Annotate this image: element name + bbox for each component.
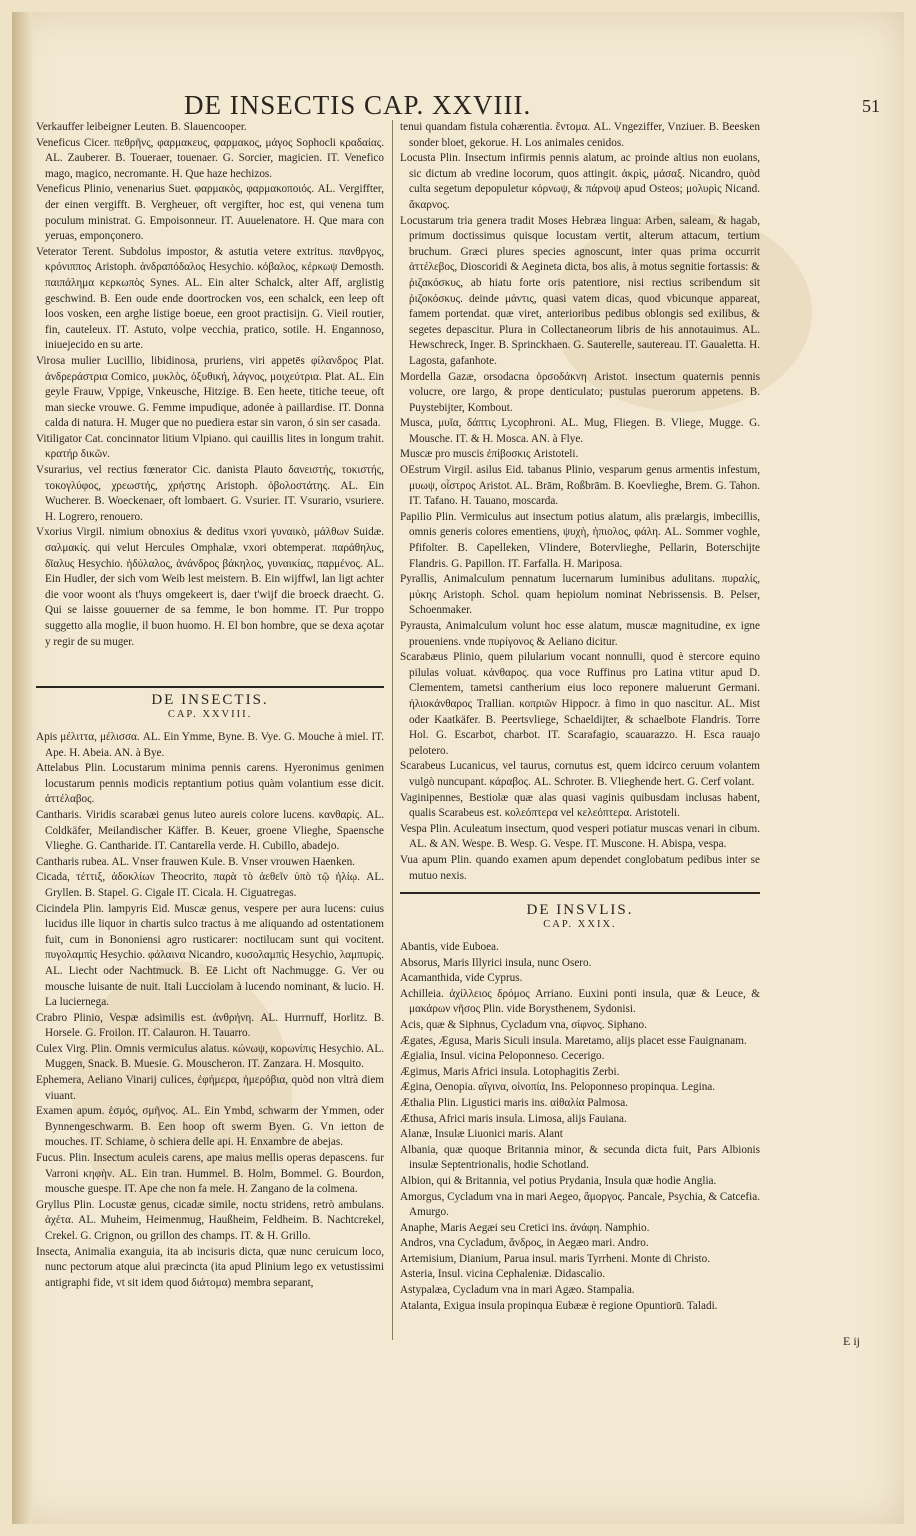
dictionary-entry: Fucus. Plin. Insectum aculeis carens, ape maius mellis operas depascens. fur Varroni κηφὴν. AL. Ein tran. Hummel. B. Holm, Bommel. G. Bourdon, mousche guespe. IT. Ape che non fa mele. H. Zangano de la colmena. [36, 1152, 384, 1196]
dictionary-entry: Veneficus Cicer. πεθρῆνς, φαρμακευς, φαρμακος, μάγος Sophocli κραδαίας. AL. Zauberer. B. Touerаer, touenaer. G. Sorcier, magicien. IT. Venefico mago, magico, necromante. H. Que haze hechizos. [36, 136, 384, 180]
dictionary-entry: OEstrum Virgil. asilus Eid. tabanus Plinio, vesparum genus armentis infestum, μυωψ, οἶστρος Aristot. AL. Brām, Roßbrām. B. Koevlieghe, Brem. G. Tahon. IT. Tafano. H. Tauano, moscarda. [400, 464, 760, 508]
dictionary-entry: Andros, vna Cycladum, ἄνδρος, in Aegæo mari. Andro. [400, 1237, 649, 1250]
dictionary-entry: Crabro Plinio, Vespæ adsimilis est. ἀνθρήνη. AL. Hurrnuff, Horlitz. B. Horsele. G. Froilon. IT. Calauron. H. Tauarro. [36, 1011, 384, 1040]
dictionary-entry: Vespa Plin. Aculeatum insectum, quod vesperi potiatur muscas venari in cibum. AL. & AN. Wespe. B. Wesp. G. Vespe. IT. Muscone. H. Abispa, vespa. [400, 822, 760, 851]
dictionary-entry: Attelabus Plin. Locustarum minima pennis carens. Hyeronimus genimen locustarum pennis modicis reptantium potius quàm volantium esse dicit. ἀττέλαβος. [36, 762, 384, 806]
dictionary-entry: Ephemera, Aeliano Vinarij culices, ἐφήμερα, ἡμερόβια, quòd non vltrà diem viuant. [36, 1074, 384, 1102]
dictionary-entry: Albania, quæ quoque Britannia minor, & secunda dicta fuit, Pars Albionis insulæ Septentrionalis, hodie Schotland. [400, 1143, 760, 1172]
dictionary-entry: Pyrausta, Animalculum volunt hoc esse alatum, muscæ magnitudine, ex igne proueniens. vnde πυρίγονος & Aeliano dicitur. [400, 620, 760, 648]
dictionary-entry: Achilleia. ἀχίλλειος δρόμος Arriano. Euxini ponti insula, quæ & Leuce, & μακάρων νῆσος Plin. vide Borysthenem, Sydonisi. [400, 987, 760, 1016]
dictionary-entry: Artemisium, Dianium, Parua insul. maris Tyrrheni. Monte di Christo. [400, 1252, 711, 1265]
dictionary-entry: Acamanthida, vide Cyprus. [400, 972, 523, 985]
dictionary-entry: Scarabæus Plinio, quem pilularium vocant nonnulli, quod è stercore equino pilulas voluat. κάνθαρος. qua voce Ruffinus pro Latina vtitur apud D. Clementem, tametsi cantherium eius loco reponere maluerunt Germani. ἠλιοκάνθαρος Trallian. κοπριῶν Hippocr. à fimo in quo nascitur. AL. Mist oder Kaatkäfer. B. Peertsvliege, Schaeldijter, & schaelbote Flandris. Torre Hol. G. Escarbot, charbot. IT. Scarafagio, scauarazzo. H. Esca rauajo pelotero. [400, 651, 760, 757]
dictionary-entry: Virosa mulier Lucillio, libidinosa, pruriens, viri appetēs φίλανδρος Plat. ἀνδρεράστρια Comico, μυκλὸς, ὀξυθική, λάγνος, μοιχεύτρια. Plat. AL. Ein geyle Frauw, Vppige, Vnkeusche, Hitzige. B. Een heete, titiche teeue, oft man siecke vrouwe. G. Femme impudique, adonée à paillardise. IT. Donna calda di natura. H. Muger que no puediera estar sin varon, ó sin ser casada. [36, 354, 384, 430]
dictionary-entry: Gryllus Plin. Locustæ genus, cicadæ simile, noctu stridens, retrò ambulans. ἀχέτα. AL. Muheim, Heimenmug, Haußheim, Feldheim. B. Nachtcrekel, Crekel. G. Crignon, ou grillon des champs. IT. & H. Grillo. [36, 1198, 384, 1242]
dictionary-entry: Mordella Gazæ, orsodacna ὀρσοδάκνη Aristot. insectum quaternis pennis volucre, ore largo, & prope denticulato; pustulas puerorum appetens. B. Puystebijter, Kombout. [400, 370, 760, 414]
dictionary-entry: Æthalia Plin. Ligustici maris ins. αἰθαλία Palmosa. [400, 1096, 628, 1109]
dictionary-entry: Verkauffer leibeigner Leuten. B. Slauencooper. [36, 121, 247, 133]
dictionary-entry: Vaginipennes, Bestiolæ quæ alas quasi vaginis quibusdam inclusas habent, qualis Scarabeus est. κολεόπτερα vel κελεόπτερα. Aristoteli. [400, 791, 760, 820]
dictionary-entry: Examen apum. ἑσμός, σμῆνος. AL. Ein Ymbd, schwarm der Ymmen, oder Bynnengeschwarm. B. Een hoop oft swerm Byen. G. Vn ietton de mouches. IT. Schiame, ò schiera delle api. H. Enxambre de abejas. [36, 1105, 384, 1149]
dictionary-entry: Insecta, Animalia exanguia, ita ab incisuris dicta, quæ nunc ceruicum loco, nunc pectorum atque alui præcincta (ita apud Plinium lego ex vetustissimi antigraphi fide, vt sit idem quod διάτομα) membra separant, [36, 1245, 384, 1289]
dictionary-entry: Culex Virg. Plin. Omnis vermiculus alatus. κώνωψ, κορωνίπις Hesychio. AL. Muggen, Snack. B. Muesie. G. Mouscheron. IT. Zanzara. H. Mosquito. [36, 1042, 384, 1071]
dictionary-entry: Musca, μυῖα, δάπτις Lycophroni. AL. Mug, Fliegen. B. Vliege, Mugge. G. Mousche. IT. & H. Mosca. AN. à Flye. [400, 417, 760, 445]
dictionary-entry: Alanæ, Insulæ Liuonici maris. Alant [400, 1128, 563, 1141]
book-page [12, 12, 904, 1524]
dictionary-entry: Papilio Plin. Vermiculus aut insectum potius alatum, alis prælargis, imbecillis, omnis generis colores ementiens, ψυχὴ, ἠπιολος, φάλη. AL. Sommer voghle, Pfifolter. B. Capelleken, Vlindere, Botervlieghe, Pellarin, Boterschijte Flandris. G. Papillon. IT. Farfalla. H. Mariposa. [400, 510, 760, 570]
dictionary-entry: Vitiligator Cat. concinnator litium Vlpiano. qui cauillis lites in longum trahit. κρατήρ δικῶν. [36, 432, 384, 461]
binding-gutter [12, 12, 32, 1524]
dictionary-entry: Atalanta, Exigua insula propinqua Eubææ è regione Opuntiorū. Taladi. [400, 1299, 718, 1312]
dictionary-entry: Cantharis rubea. AL. Vnser frauwen Kule. B. Vnser vrouwen Haenken. [36, 855, 355, 868]
dictionary-entry: Cicada, τέττιξ, ἀδοκλίων Theocrito, παρὰ τὸ ἀεθεῖν ὑπὸ τῷ ἡλίῳ. AL. Gryllen. B. Stapel. G. Cigale IT. Cicala. H. Ciguatregas. [36, 871, 384, 899]
dictionary-entry: Veneficus Plinio, venenarius Suet. φαρμακὸς, φαρμακοποιός. AL. Vergiffter, der einen vergifft. B. Vergheuer, oft vergifter, hoc est, qui venena tum poculum ministrat. G. Empoisonneur. IT. Auuelenatore. H. Que mara con yeruas, emponçonero. [36, 183, 384, 243]
dictionary-entry: Amorgus, Cycladum vna in mari Aegeo, ἄμοργος. Pancale, Psychia, & Catcefia. Amurgo. [400, 1190, 760, 1219]
dictionary-entry: Cicindela Plin. lampyris Eid. Muscæ genus, vespere per aura lucens: cuius lucidus ille liquor in chartis sulco tractus à me aliquando ad ostentationem fuit, cum in Bononiensi agro rusticarer: noctilucam sunt qui vocitent. πυγολαμπὶς Hesychio. φάλαινα Nicandro, κυσολαμπὶς Hesychio, λαμπυρίς. AL. Liecht oder Nachtmuck. B. Eē Licht oft Nachmugge. G. Ver ou mousche luisante de nuit. Itali Lucciolam à lucendo nominant, & lucio. H. La luciernega. [36, 902, 384, 1009]
insulis-section-heading [406, 902, 754, 930]
right-column [400, 120, 760, 884]
page-header [12, 90, 904, 120]
dictionary-entry: Abantis, vide Euboea. [400, 941, 499, 953]
chapter-label: CAP. XXIX. [543, 919, 617, 930]
running-title: DE INSECTIS CAP. XXVIII. [184, 90, 532, 120]
dictionary-entry: Ægates, Ægusa, Maris Siculi insula. Maretamo, alijs placet esse Fauignanam. [400, 1034, 747, 1047]
dictionary-entry: Locustarum tria genera tradit Moses Hebræa lingua: Arben, saleam, & hagab, primum doctissimus quisque locustam vertit, alterum attacum, tertium bruchum. Græci plures species agnoscunt, inter quas prima occurrit ἀττέλεβος, Dioscoridi & Aegineta dicta, bos alis, à motus segnitie fortassis: & ῥιζακόσκυς, ab hiatu forte oris patentiore, nisi rectius scribendum sit ῥιζοκόσκυς. deinde μάντις, quasi vatem dicas, quod vbicunque appareat, famem portendat. quæ viret, anterioribus pedibus oblongis sed exilibus, & segetes depascitur. Plura in Collectaneorum libris de his annotauimus. AL. Hewschreck, Inger. B. Sprinckhaen. G. Sauterelle, sautereau. IT. Gaualetta. H. Lagosta, gafanhote. [400, 214, 760, 367]
section-divider [400, 892, 760, 894]
page-number: 51 [862, 96, 880, 116]
dictionary-entry: Veterator Terent. Subdolus impostor, & astutia vetere extritus. πανθργος, κρόνιππος Aristoph. ἀνδραπόδαλος Hesychio. κόβαλος, κέρκωψ Demosth. παιπάλημα κερκωπὸς Synes. AL. Ein alter Schalck, alter Aff, arglistig geschwind. B. Een oude ende doortrocken vos, een schalck, een leep oft loos vosken, een arghe listige boeue, een groot practisijn. G. Vieil routier, fin, cauteleux. IT. Astuto, volpe vecchia, pratico, sotile. H. Engannoso, iniuejecido en su arte. [36, 245, 384, 352]
insects-entries [36, 730, 384, 1291]
dictionary-entry: Æthusa, Africi maris insula. Limosa, alijs Fauiana. [400, 1112, 627, 1125]
dictionary-entry: tenui quandam fistula cohærentia. ἔντομα. AL. Vngeziffer, Vnziuer. B. Beesken sonder bloet, gekorue. H. Los animales cenidos. [400, 121, 760, 149]
dictionary-entry: Anaphe, Maris Aegæi seu Cretici ins. ἀνάφη. Namphio. [400, 1221, 650, 1234]
dictionary-entry: Muscæ pro muscis ἐπίβοσκις Aristoteli. [400, 448, 579, 461]
dictionary-entry: Apis μέλιττα, μέλισσα. AL. Ein Ymme, Byne. B. Vye. G. Mouche à miel. IT. Ape. H. Abeia. AN. à Bye. [36, 731, 384, 759]
section-title: DE INSVLIS. [526, 902, 634, 918]
dictionary-entry: Scarabeus Lucanicus, vel taurus, cornutus est, quem idcirco ceruum volantem vulgò nuncupant. κάραβος. AL. Schroter. B. Vlieghende hert. G. Cerf volant. [400, 760, 760, 788]
dictionary-entry: Ægina, Oenopia. αἴγινα, οἰνοπία, Ins. Peloponneso propinqua. Legina. [400, 1081, 716, 1094]
dictionary-entry: Pyrallis, Animalculum pennatum lucernarum luminibus adulitans. πυραλίς, μύκης Aristoph. Schol. quam hepiolum nominat Nebrissensis. B. Pelser, Schoenmaker. [400, 573, 760, 617]
dictionary-entry: Astypalæa, Cycladum vna in mari Agæo. Stampalia. [400, 1284, 635, 1297]
dictionary-entry: Vua apum Plin. quando examen apum dependet conglobatum pedibus inter se mutuo nexis. [400, 853, 760, 882]
dictionary-entry: Absorus, Maris Illyrici insula, nunc Osero. [400, 956, 592, 969]
dictionary-entry: Albion, qui & Britannia, vel potius Prydania, Insula quæ hodie Anglia. [400, 1174, 717, 1187]
dictionary-entry: Asteria, Insul. vicina Cephaleniæ. Didascalio. [400, 1268, 606, 1281]
dictionary-entry: Vxorius Virgil. nimium obnoxius & deditus vxori γυναικὸ, μάλθων Suidæ. σαλμακίς. qui velut Hercules Omphalæ, vxori obtemperat. παράθηλυς, δῖαλυς Hesychio. ἡδύλαλος, ἀνάνδρος βάκηλος, γυναικίας, παρμένος. AL. Ein Hudler, der sich vom Weib lest meistern. B. Ein wijffwl, lan ligt achter die voor woont als t'huys omgekeert is, daer t'wijf die broeck draecht. G. Qui se laisse gouuerner de sa femme, le bon homme. IT. Pur troppo suggetto alla moglie, il buon huomo. H. El bon hombre, que se dexa açotar y regir de su muger. [36, 526, 384, 648]
column-rule [392, 120, 393, 1340]
dictionary-entry: Cantharis. Viridis scarabæi genus luteo aureis colore lucens. κανθαρίς. AL. Coldkäfer, Meilandischer Käffer. B. Keuer, groene Vlieghe, Spaensche Vlieghe. G. Cantharide. IT. Cantarella verde. H. Cubillo, abadejo. [36, 808, 384, 853]
insulis-entries [400, 940, 760, 1314]
catchword: E ij [843, 1334, 860, 1348]
left-column [36, 120, 384, 650]
dictionary-entry: Acis, quæ & Siphnus, Cycladum vna, σίφνος. Siphano. [400, 1018, 647, 1031]
dictionary-entry: Locusta Plin. Insectum infirmis pennis alatum, ac proinde altius non euolans, sic dictum ab vredine locorum, quos attingit. ἀκρὶς, μάσαξ. Nicandro, quòd culta segetum depopuletur κόρνωψ, & πάρνοψ apud Osteos; μολυρὶς Nicand. ἄκαρνος. [400, 152, 760, 211]
dictionary-entry: Ægialia, Insul. vicina Peloponneso. Cecerigo. [400, 1050, 605, 1063]
dictionary-entry: Vsurarius, vel rectius fœnerator Cic. danista Plauto δανειστής, τοκιστής, τοκογλύφος, χρεωστής, χρήστης Aristoph. ὀβολοστάτης. AL. Ein Wucherer. B. Woeckenaer, oft lombaert. G. Vsurier. IT. Vsurario, vsuriere. H. Logrero, renouero. [36, 464, 384, 523]
insects-section-heading [36, 692, 384, 720]
section-divider [36, 686, 384, 688]
chapter-label: CAP. XXVIII. [167, 709, 253, 720]
section-title: DE INSECTIS. [151, 692, 269, 708]
dictionary-entry: Ægimus, Maris Africi insula. Lotophagitis Zerbi. [400, 1065, 620, 1078]
